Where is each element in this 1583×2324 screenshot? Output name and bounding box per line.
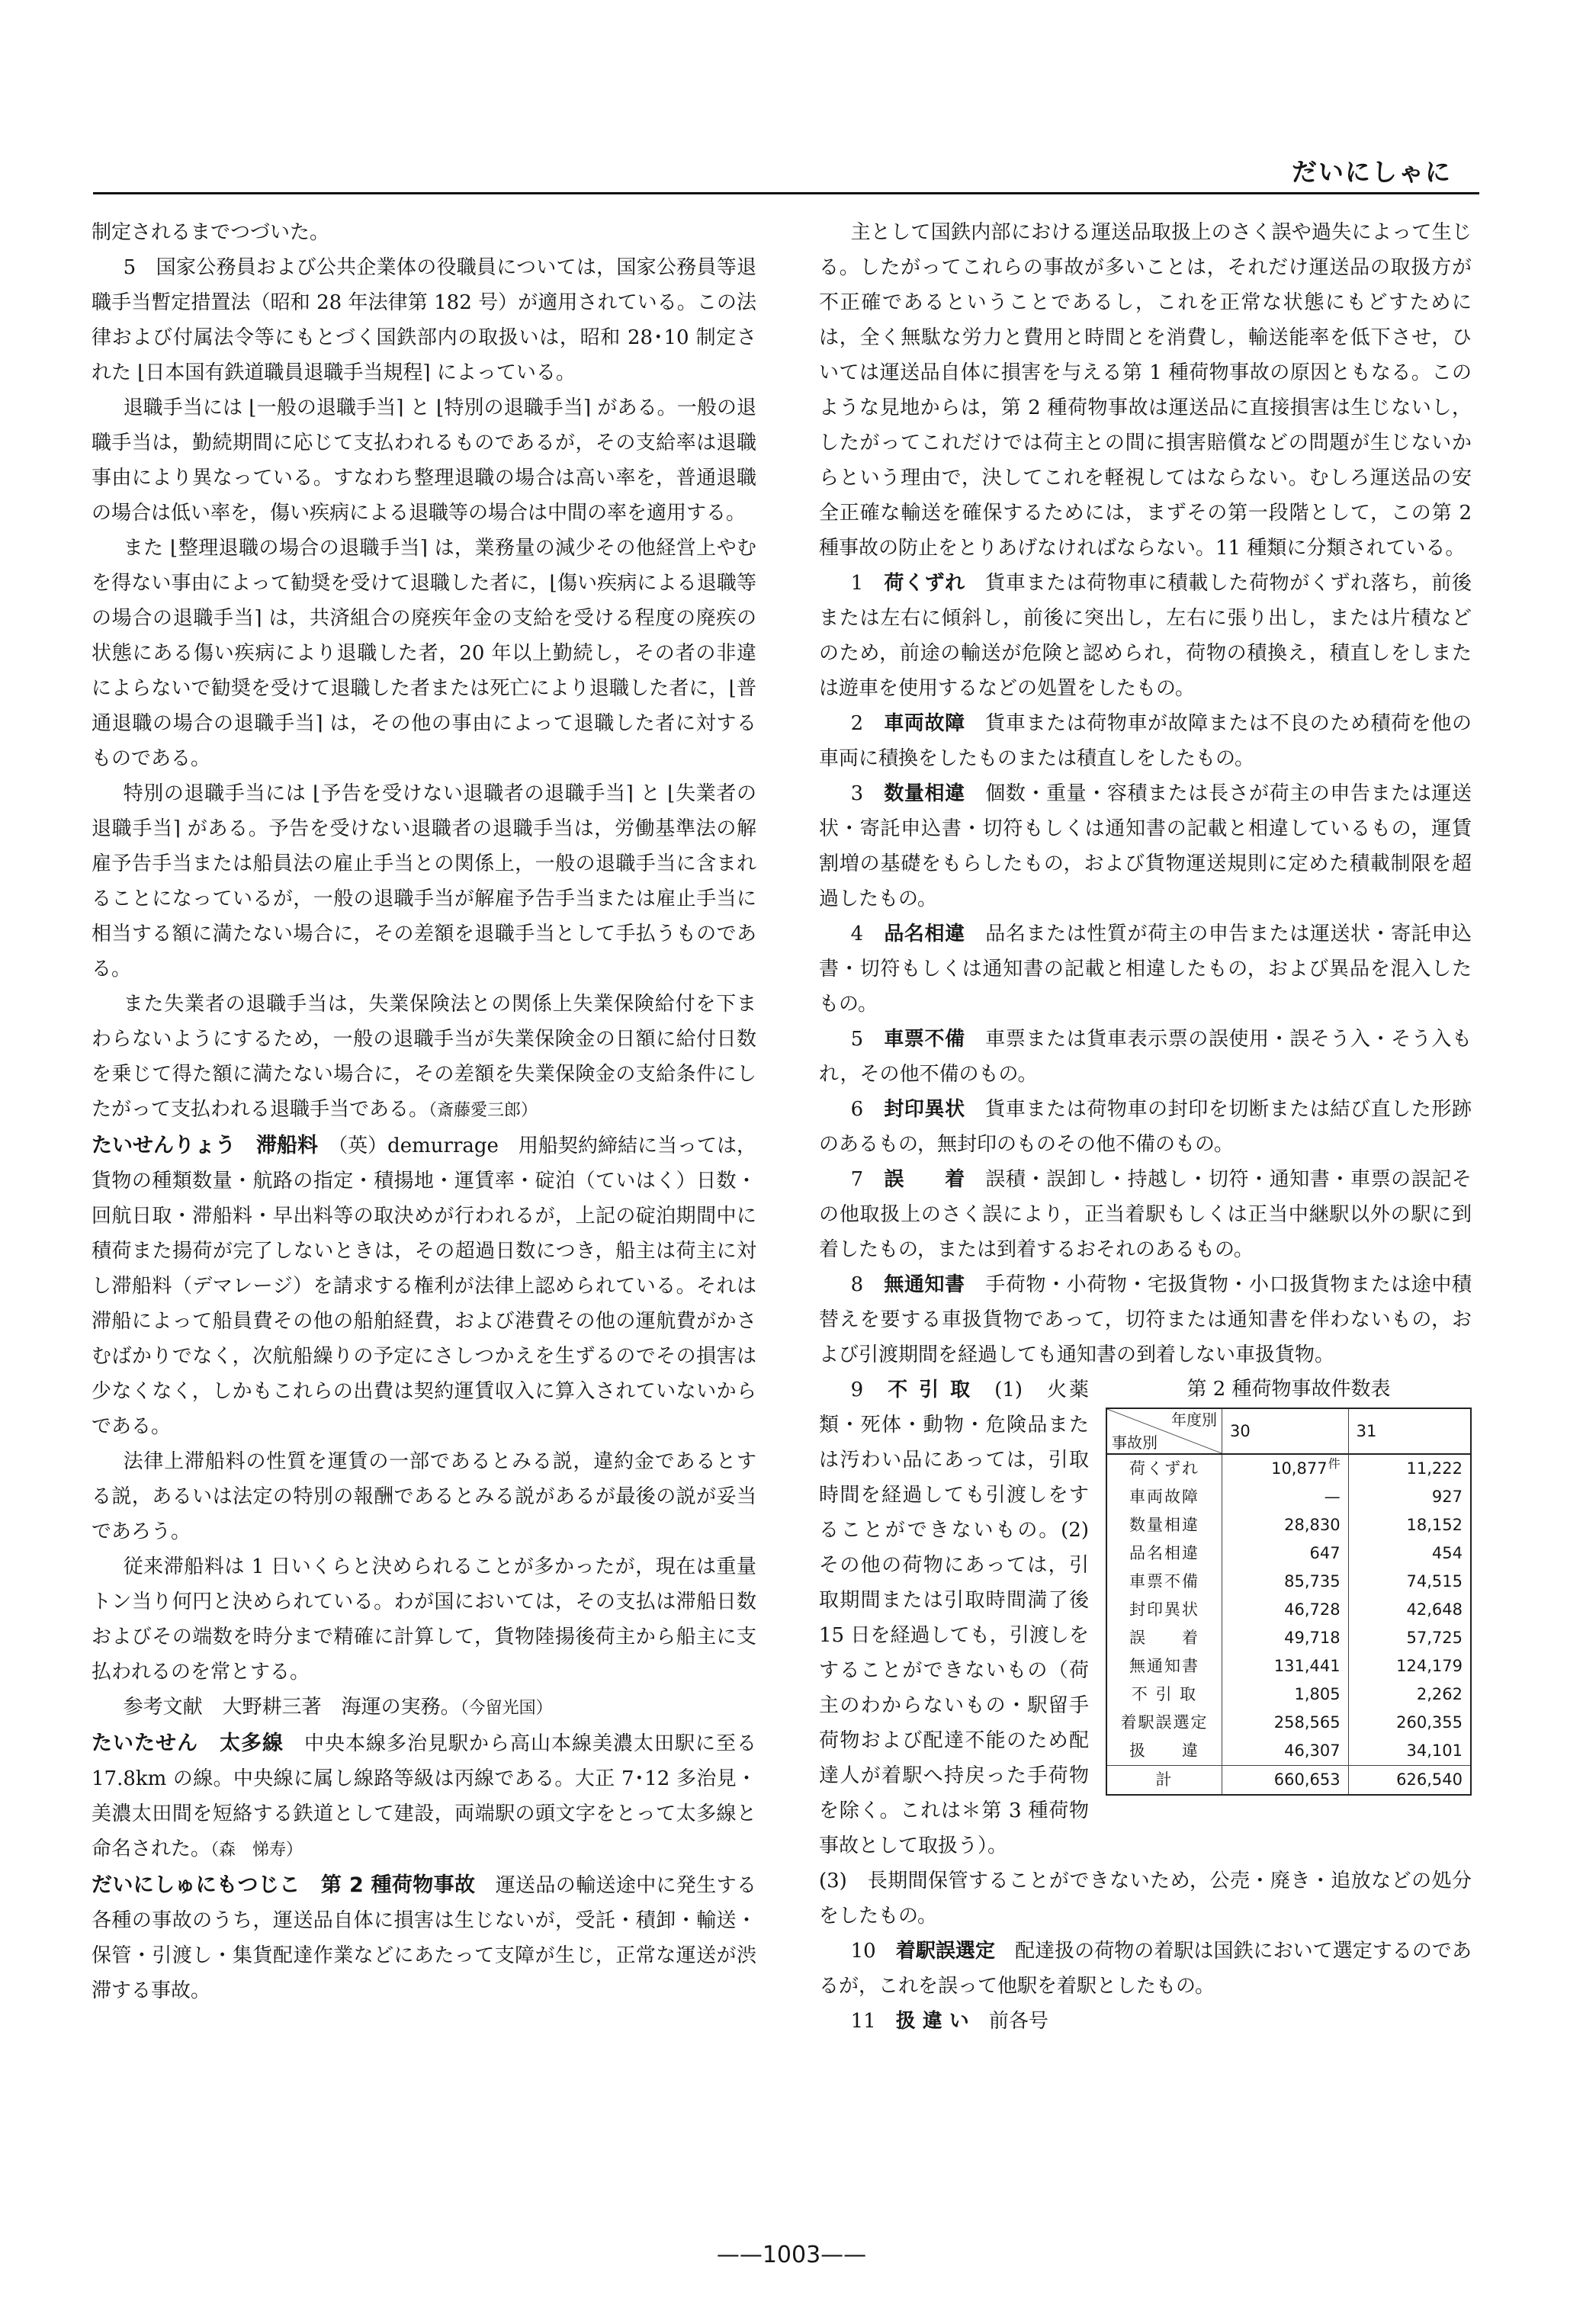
item-text: 貨車または荷物車の封印を切断または結び直した形跡のあるもの，無封印のものその他不備のもの。: [819, 1098, 1472, 1156]
list-item: [819, 2004, 1472, 2039]
accident-table-block: [1106, 1375, 1472, 1796]
entry-text: 運送品の輸送途中に発生する各種の事故のうち，運送品自体に損害は生じないが，受託・積卸・輸送・保管・引渡し・集貨配達作業などにあたって支障が生じ，正常な運送が渋滞する事故。: [92, 1874, 756, 2002]
value-text: 258,565: [1273, 1713, 1341, 1732]
entry-headword: だいにしゅにもつじこ 第 2 種荷物事故: [92, 1873, 476, 1897]
row-label: 封印異状: [1106, 1596, 1222, 1624]
paragraph: 従来滞船料は 1 日いくらと決められることが多かったが，現在は重量トン当り何円と決められている。わが国においては，その支払は滞船日数およびその端数を時分まで精確に計算して，貨物陸揚後荷主から船主に支払われるのを常とする。: [92, 1555, 756, 1684]
item-text: 前各号: [988, 2010, 1048, 2033]
value-30: [1222, 1709, 1349, 1737]
item-number: 10: [850, 1940, 876, 1963]
entry-headword: たいたせん 太多線: [92, 1732, 284, 1755]
value-text: 85,735: [1284, 1572, 1341, 1591]
item-text: 配達扱の荷物の着駅は国鉄において選定するのであるが，これを誤って他駅を着駅としたもの。: [819, 1940, 1472, 1998]
row-label: 品名相違: [1106, 1539, 1222, 1568]
value-31: 124,179: [1348, 1652, 1471, 1680]
item-term: 誤 着: [884, 1168, 965, 1191]
table-row: [1106, 1454, 1471, 1483]
table-caption: 第 2 種荷物事故件数表: [1186, 1378, 1391, 1401]
value-text: 647: [1309, 1544, 1341, 1562]
item-number: 7: [850, 1168, 864, 1191]
paragraph: また ⌊整理退職の場合の退職手当⌉ は，業務量の減少その他経営上やむを得ない事由によって勧奨を受けて退職した者に，⌊傷い疾病による退職等の場合の退職手当⌉ は，共済組合の廃疾年金の支給を受ける程度の廃疾の状態にある傷い疾病により退職した者，20 年以上勤続し，その者の非違によらないで勧奨を受けて退職した者または死亡により退職した者に，⌊普通退職の場合の退職手当⌉ は，その他の事由によって退職した者に対するものである。: [92, 537, 756, 770]
value-31: 260,355: [1348, 1709, 1471, 1737]
value-text: 28,830: [1284, 1516, 1341, 1534]
total-31: 626,540: [1348, 1766, 1471, 1796]
list-item: [819, 1162, 1472, 1267]
value-30: [1222, 1539, 1349, 1568]
header-rule: [93, 192, 1479, 194]
page-number: ——1003——: [716, 2242, 867, 2268]
value-31: 34,101: [1348, 1737, 1471, 1766]
entry-headword: たいせんりょう 滞船料: [92, 1134, 319, 1157]
item-text: 車票または貨車表示票の誤使用・誤そう入・そう入もれ，その他不備のもの。: [819, 1028, 1472, 1086]
value-text: —: [1324, 1488, 1341, 1506]
table-body: [1106, 1454, 1471, 1795]
item-term: 不 引 取: [888, 1379, 973, 1401]
list-subitem: (3) 長期間保管することができないため，公売・廃き・追放などの処分をしたもの。: [819, 1870, 1472, 1928]
table-row: [1106, 1511, 1471, 1539]
table-row: [1106, 1596, 1471, 1624]
item-text: 個数・重量・容積または長さが荷主の申告または運送状・寄託申込書・切符もしくは通知書の記載と相違しているもの，運賃割増の基礎をもらしたもの，および貨物運送規則に定めた積載制限を超過したもの。: [819, 782, 1472, 910]
value-text: 10,877: [1271, 1459, 1328, 1478]
table-wrap-region: [819, 1372, 1472, 2039]
paragraph: 主として国鉄内部における運送品取扱上のさく誤や過失によって生じる。したがってこれらの事故が多いことは，それだけ運送品の取扱方が不正確であるということであるし，これを正常な状態にもどすためには，全く無駄な労力と費用と時間とを消費し，輸送能率を低下させ，ひいては運送品自体に損害を与える第 1 種荷物事故の原因ともなる。このような見地からは，第 2 種荷物事故は運送品に直接損害は生じないし，したがってこれだけでは荷主との間に損害賠償などの問題が生じないからという理由で，決してこれを軽視してはならない。むしろ運送品の安全正確な輸送を確保するためには，まずその第一段階として，この第 2 種事故の防止をとりあげなければならない。11 種類に分類されている。: [819, 221, 1472, 560]
row-label: 着駅誤選定: [1106, 1709, 1222, 1737]
value-text: 46,307: [1284, 1741, 1341, 1760]
list-item: [819, 1934, 1472, 2004]
row-label: 車両故障: [1106, 1483, 1222, 1511]
table-total-row: [1106, 1766, 1471, 1796]
author-credit: （今留光国）: [460, 1699, 553, 1718]
value-31: 2,262: [1348, 1680, 1471, 1709]
item-text: 貨車または荷物車が故障または不良のため積荷を他の車両に積換をしたものまたは積直しをしたもの。: [819, 712, 1472, 770]
paragraph: 制定されるまでつづいた。: [92, 221, 330, 244]
list-item: [819, 1022, 1472, 1092]
unit-label: 件: [1328, 1456, 1341, 1471]
row-label: 誤 着: [1106, 1624, 1222, 1652]
item-number: 3: [850, 782, 864, 805]
value-31: 74,515: [1348, 1568, 1471, 1596]
item-text: 貨車または荷物車に積載した荷物がくずれ落ち，前後または左右に傾斜し，前後に突出し，左右に張り出し，または片積などのため，前途の輸送が危険と認められ，荷物の積換え，積直しをしまたは遊車を使用するなどの処置をしたもの。: [819, 572, 1472, 700]
item-term: 無通知書: [884, 1273, 965, 1296]
item-term: 荷くずれ: [884, 572, 965, 595]
corner-label-year: 年度別: [1171, 1411, 1217, 1429]
author-credit: （斎藤愛三郎）: [429, 1101, 538, 1120]
value-31: 18,152: [1348, 1511, 1471, 1539]
item-text: (1) 火薬類・死体・動物・危険品または汚わい品にあっては，引取時間を経過しても引渡しをすることができないもの。(2) その他の荷物にあっては，引取期間または引取時間満了後 15 日を経過しても，引渡しをすることができないもの（荷主のわからないもの・駅留手荷物および配達不能のため配達人が着駅へ持戻った手荷物を除く。これは＊第 3 種荷物事故として取扱う）。: [819, 1379, 1109, 1857]
value-text: 131,441: [1273, 1657, 1341, 1675]
item-term: 車両故障: [884, 712, 965, 735]
value-31: 11,222: [1348, 1454, 1471, 1483]
row-label: 荷くずれ: [1106, 1454, 1222, 1483]
total-label: 計: [1106, 1766, 1222, 1796]
table-header-row: [1106, 1408, 1471, 1454]
row-label: 扱 違: [1106, 1737, 1222, 1766]
table-row: [1106, 1568, 1471, 1596]
table-row: [1106, 1539, 1471, 1568]
accident-count-table: [1106, 1408, 1472, 1796]
item-number: 8: [850, 1273, 864, 1296]
corner-label-type: 事故別: [1112, 1433, 1158, 1452]
entry-tata-line: [92, 1726, 756, 1868]
paragraph: 5 国家公務員および公共企業体の役職員については，国家公務員等退職手当暫定措置法（昭和 28 年法律第 182 号）が適用されている。この法律および付属法令等にもとづく国鉄部内の取扱いは，昭和 28･10 制定された ⌊日本国有鉄道職員退職手当規程⌉ によっている。: [92, 256, 756, 384]
value-text: 49,718: [1284, 1629, 1341, 1647]
value-31: 57,725: [1348, 1624, 1471, 1652]
item-number: 4: [850, 923, 864, 945]
list-item: [819, 706, 1472, 776]
list-item: [819, 916, 1472, 1022]
value-31: 42,648: [1348, 1596, 1471, 1624]
paragraph-text: また失業者の退職手当は，失業保険法との関係上失業保険給付を下まわらないようにするため，一般の退職手当が失業保険金の日額に給付日数を乗じて得た額に満たない場合に，その差額を失業保険金の支給条件にしたがって支払われる退職手当である。: [92, 993, 756, 1121]
item-number: 5: [850, 1028, 864, 1051]
item-number: 2: [850, 712, 864, 735]
item-number: 11: [850, 2010, 876, 2033]
right-column: [819, 215, 1472, 2039]
table-corner-cell: [1106, 1408, 1222, 1454]
paragraph: [92, 987, 756, 1128]
paragraph: 退職手当には ⌊一般の退職手当⌉ と ⌊特別の退職手当⌉ がある。一般の退職手当は，勤続期間に応じて支払われるものであるが，その支給率は退職事由により異なっている。すなわち整理退職の場合は高い率を，普通退職の場合は低い率を，傷い疾病による退職等の場合は中間の率を適用する。: [92, 396, 756, 525]
row-label: 数量相違: [1106, 1511, 1222, 1539]
item-term: 扱 違 い: [895, 2010, 969, 2033]
left-column: [92, 215, 756, 2008]
item-number: 1: [850, 572, 864, 595]
entry-demurrage: [92, 1128, 756, 1444]
list-item: [819, 1092, 1472, 1162]
entry-text: 中央本線多治見駅から高山本線美濃太田駅に至る 17.8km の線。中央線に属し線路等級は丙線である。大正 7･12 多治見・美濃太田間を短絡する鉄道として建設，両端駅の頭文字をとって太多線と命名された。: [92, 1732, 756, 1860]
value-31: 454: [1348, 1539, 1471, 1568]
table-row: [1106, 1624, 1471, 1652]
paragraph: 法律上滞船料の性質を運賃の一部であるとみる説，違約金であるとする説，あるいは法定の特別の報酬であるとみる説があるが最後の説が妥当であろう。: [92, 1450, 756, 1543]
value-30: [1222, 1483, 1349, 1511]
list-item: [819, 566, 1472, 706]
value-30: [1222, 1624, 1349, 1652]
column-header-31: 31: [1348, 1408, 1471, 1454]
value-30: [1222, 1596, 1349, 1624]
table-row: [1106, 1652, 1471, 1680]
list-item: [819, 1267, 1472, 1372]
item-text: 誤積・誤卸し・持越し・切符・通知書・車票の誤記その他取扱上のさく誤により，正当着駅もしくは正当中継駅以外の駅に到着したもの，または到着するおそれのあるもの。: [819, 1168, 1472, 1261]
table-row: [1106, 1680, 1471, 1709]
row-label: 無通知書: [1106, 1652, 1222, 1680]
table-row: [1106, 1709, 1471, 1737]
row-label: 車票不備: [1106, 1568, 1222, 1596]
value-30: [1222, 1511, 1349, 1539]
value-30: [1222, 1568, 1349, 1596]
value-30: [1222, 1652, 1349, 1680]
item-text: 品名または性質が荷主の申告または運送状・寄託申込書・切符もしくは通知書の記載と相違したもの，および異品を混入したもの。: [819, 923, 1472, 1016]
entry-type2-freight-accident: [92, 1868, 756, 2008]
list-item: [819, 776, 1472, 916]
value-30: [1222, 1680, 1349, 1709]
item-term: 数量相違: [884, 782, 965, 805]
value-30: [1222, 1737, 1349, 1766]
total-30: 660,653: [1222, 1766, 1349, 1796]
row-label: 不 引 取: [1106, 1680, 1222, 1709]
reference-line: [92, 1690, 756, 1726]
item-number: 9: [850, 1379, 864, 1401]
column-header-30: 30: [1222, 1408, 1349, 1454]
author-credit: （森 悌寿）: [210, 1841, 303, 1860]
item-term: 着駅誤選定: [895, 1940, 995, 1963]
table-row: [1106, 1737, 1471, 1766]
table-row: [1106, 1483, 1471, 1511]
item-number: 6: [850, 1098, 864, 1121]
item-term: 封印異状: [884, 1098, 965, 1121]
value-30: [1222, 1454, 1349, 1483]
value-31: 927: [1348, 1483, 1471, 1511]
paragraph: 特別の退職手当には ⌊予告を受けない退職者の退職手当⌉ と ⌊失業者の退職手当⌉ がある。予告を受けない退職者の退職手当は，労働基準法の解雇予告手当または船員法の雇止手当との関係上，一般の退職手当に含まれることになっているが，一般の退職手当が解雇予告手当または雇止手当に相当する額に満たない場合に，その差額を退職手当として手払うものである。: [92, 782, 756, 981]
entry-text: （英）demurrage 用船契約締結に当っては，貨物の種類数量・航路の指定・積揚地・運賃率・碇泊（ていはく）日数・回航日取・滞船料・早出料等の取決めが行われるが，上記の碇泊期間中に積荷また揚荷が完了しないときは，その超過日数につき，船主は荷主に対し滞船料（デマレージ）を請求する権利が法律上認められている。それは滞船によって船員費その他の船舶経費，および港費その他の運航費がかさむばかりでなく，次航船繰りの予定にさしつかえを生ずるのでその損害は少なくなく，しかもこれらの出費は契約運賃収入に算入されていないからである。: [92, 1135, 756, 1438]
value-text: 46,728: [1284, 1600, 1341, 1619]
item-term: 車票不備: [884, 1028, 965, 1051]
running-head: だいにしゃに: [1292, 157, 1452, 187]
reference-text: 参考文献 大野耕三著 海運の実務。: [123, 1696, 461, 1719]
item-text: 手荷物・小荷物・宅扱貨物・小口扱貨物または途中積替えを要する車扱貨物であって，切符または通知書を伴わないもの，および引渡期間を経過しても通知書の到着しない車扱貨物。: [819, 1273, 1472, 1366]
value-text: 1,805: [1294, 1685, 1341, 1703]
item-term: 品名相違: [884, 923, 965, 945]
